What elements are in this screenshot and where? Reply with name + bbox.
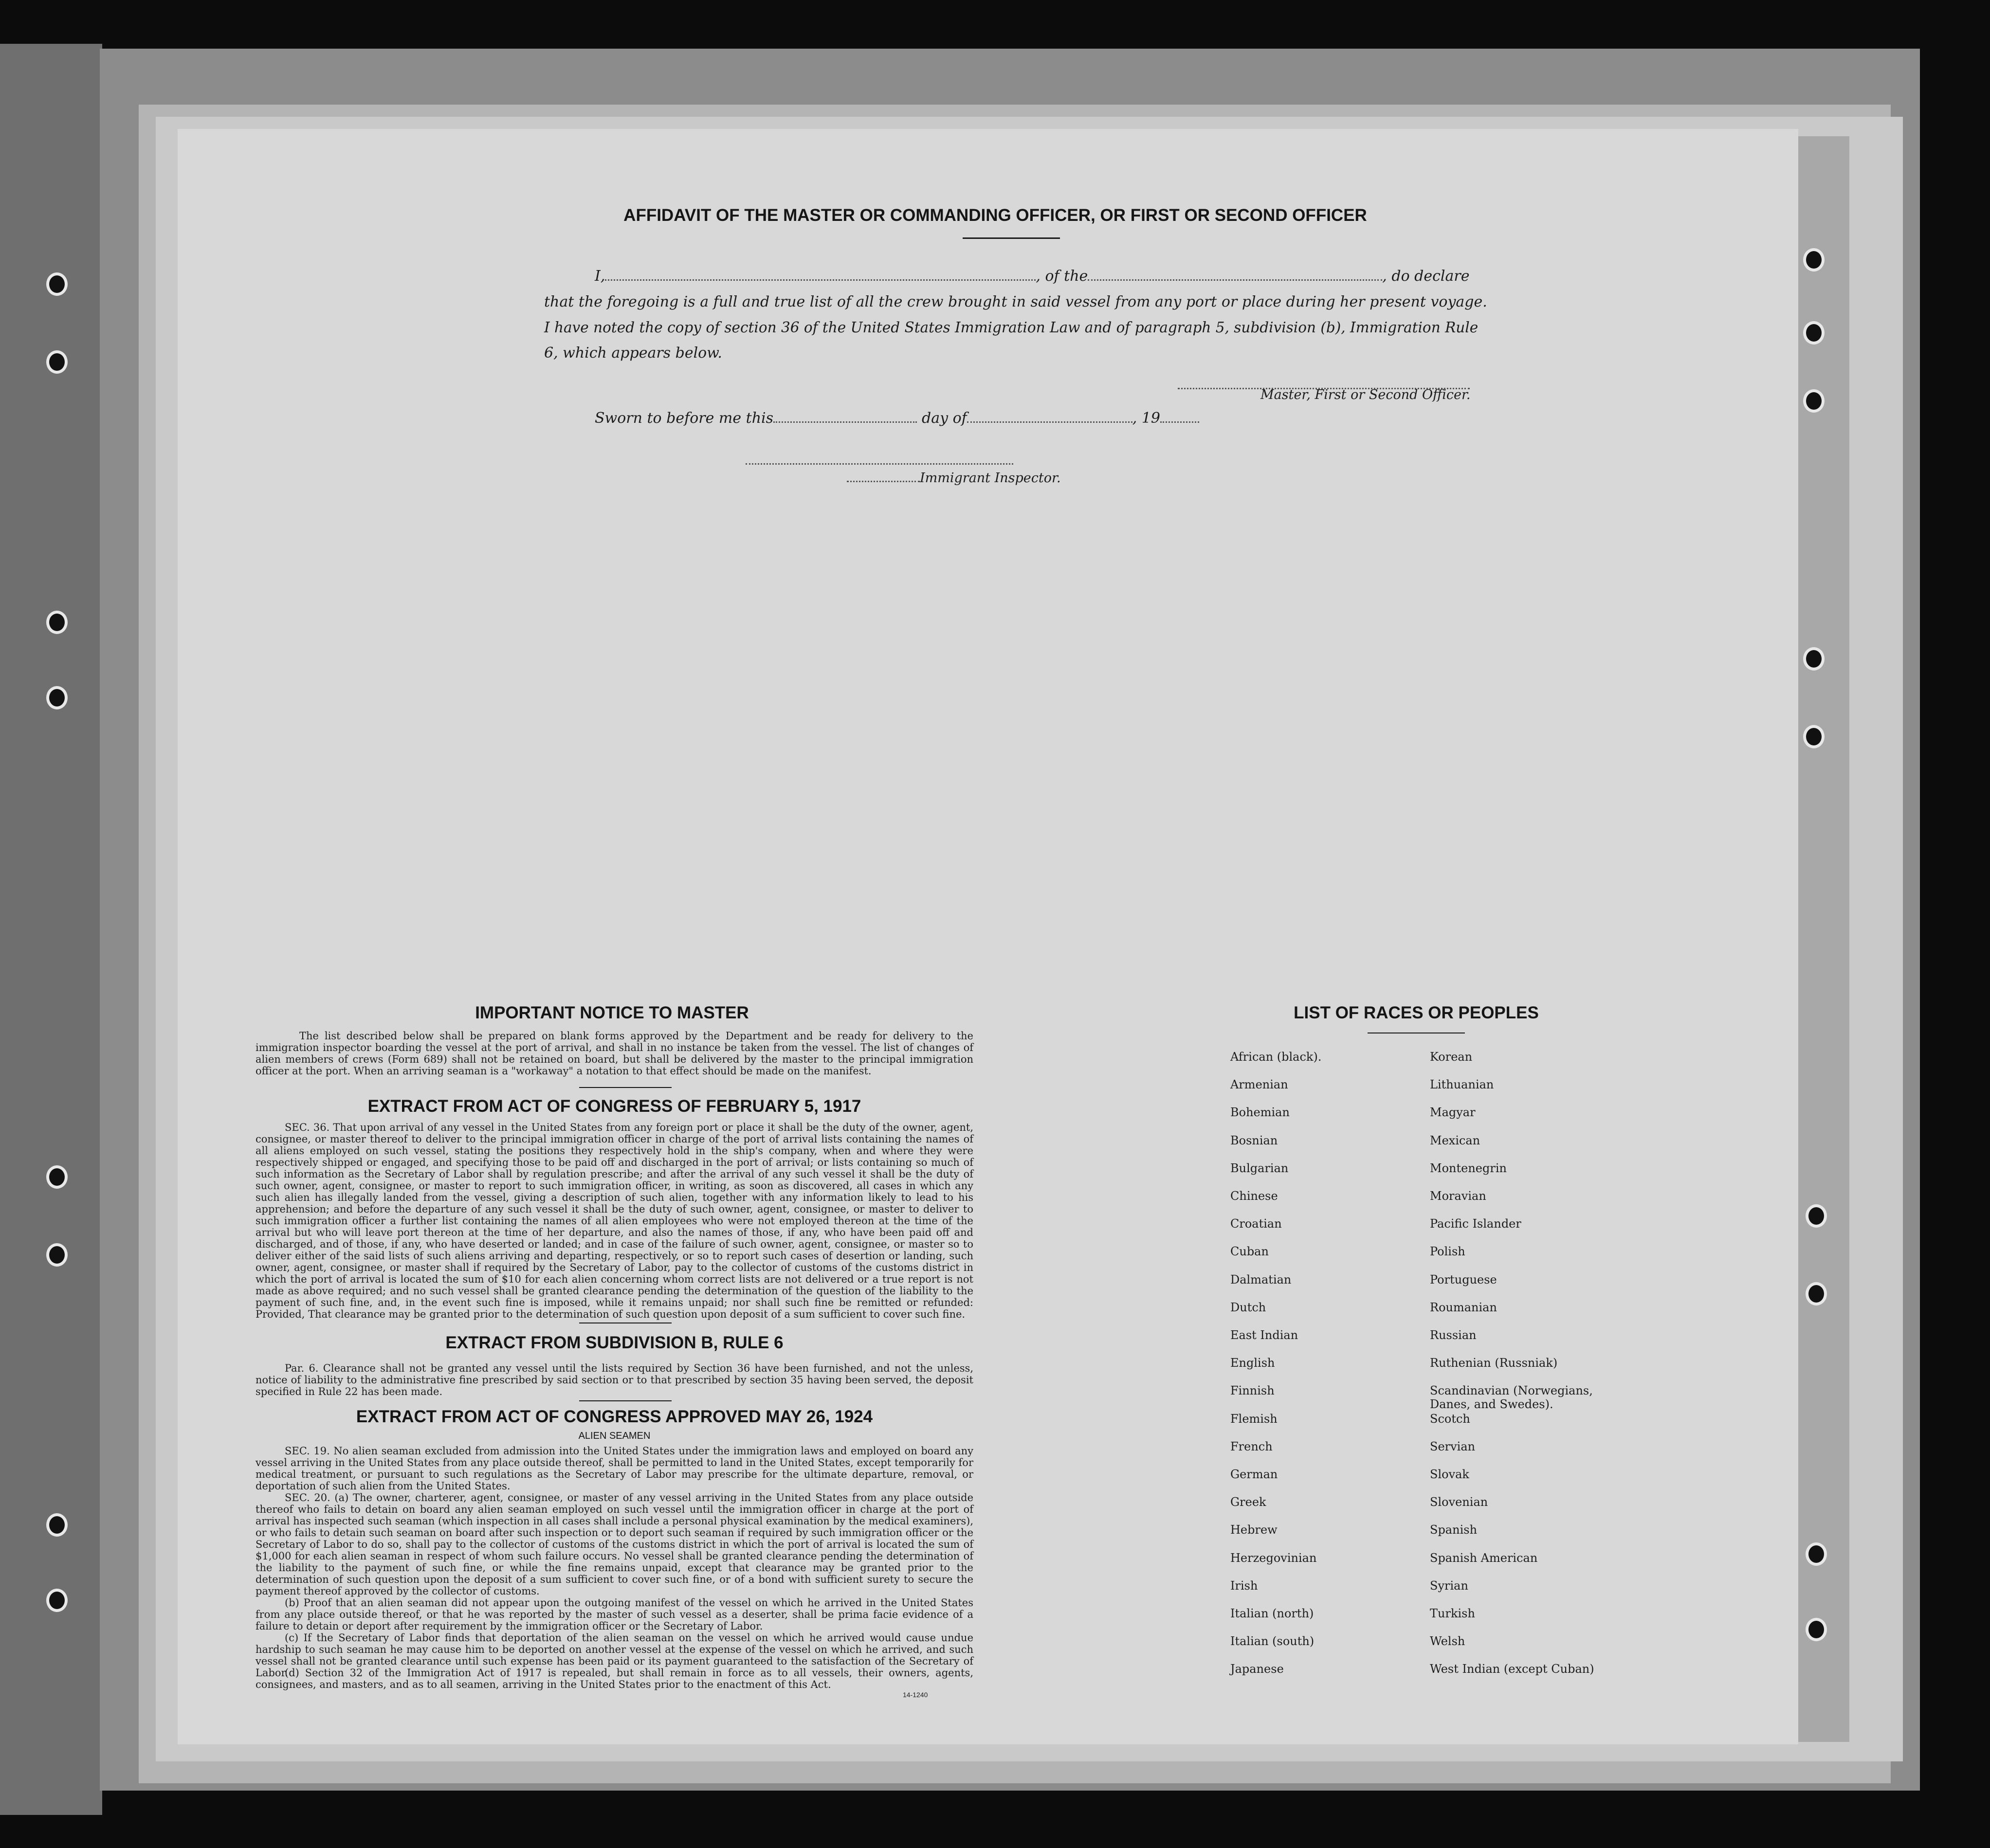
affidavit-line2: that the foregoing is a full and true list of all the crew brought in said vessel from any port or place during her present voyage. xyxy=(544,293,1487,310)
race-entry: Flemish xyxy=(1230,1412,1278,1426)
extract-1924-para: SEC. 20. (a) The owner, charterer, agent, consignee, or master of any vessel arriving in the United States from any place outside thereof who fails to detain on board any alien seaman employed on such vessel until the immigration officer in charge at the port of arrival has inspected such seaman (which inspection in all cases shall include a personal physical examination by the medical examiners), or who fails to detain such seaman on board after such inspection or to deport such seaman if required by such immigration officer or the Secretary of Labor to do so, shall pay to the collector of customs of the customs district in which the port of arrival is located the sum of $1,000 for each alien seaman in respect of whom such failure occurs. No vessel shall be granted clearance pending the determination of the liability to the payment of such fine, or while the fine remains unpaid, except that clearance may be granted prior to the determination of such question upon the deposit of a sum sufficient to cover such fine, or of a bond with sufficient surety to secure the payment thereof approved by the collector of customs. xyxy=(256,1492,973,1597)
race-entry: Irish xyxy=(1230,1578,1258,1593)
extract-1924-para: (b) Proof that an alien seaman did not appear upon the outgoing manifest of the vessel on which he arrived in the United States from any place outside thereof, or that he was reported by the master of such vessel as a deserter, shall be prima facie evidence of a failure to detain or deport after requirement by the immigration officer or the Secretary of Labor. xyxy=(256,1597,973,1632)
binder-strip xyxy=(0,44,102,1815)
binder-hole xyxy=(46,686,68,709)
race-entry: Magyar xyxy=(1430,1105,1476,1120)
race-entry: German xyxy=(1230,1468,1278,1481)
binder-hole xyxy=(1803,321,1825,344)
signature-caption: Master, First or Second Officer. xyxy=(1260,387,1471,402)
race-entry: Bohemian xyxy=(1230,1105,1290,1120)
binder-hole xyxy=(1803,389,1825,413)
inspector-dots xyxy=(847,470,920,482)
race-entry: Lithuanian xyxy=(1430,1078,1494,1092)
day-blank xyxy=(773,411,917,423)
race-entry: African (black). xyxy=(1230,1050,1322,1064)
race-entry: Roumanian xyxy=(1430,1300,1497,1314)
rule6-body: Par. 6. Clearance shall not be granted any vessel until the lists required by Section 36 have been furnished, and not the unless, notice of liability to the administrative fine prescribed by said section or to that prescribed by section 35 having been served, the deposit specified in Rule 22 has been made. xyxy=(256,1362,973,1397)
race-entry: Korean xyxy=(1430,1050,1473,1064)
extract-1917-body: SEC. 36. That upon arrival of any vessel in the United States from any foreign port or place it shall be the duty of the owner, agent, consignee, or master thereof to deliver to the principal immigration officer in charge of the port of arrival lists containing the names of all aliens employed on such vessel, stating the positions they respectively hold in the ship's company, when and where they were respectively shipped or engaged, and specifying those to be paid off and discharged in the port of arrival; or lists containing so much of such information as the Secretary of Labor shall by regulation prescribe; and after the arrival of any such vessel it shall be the duty of such owner, agent, consignee, or master to report to such immigration officer, in writing, as soon as discovered, all cases in which any such alien has illegally landed from the vessel, giving a description of such alien, together with any information likely to lead to his apprehension; and before the departure of any such vessel it shall be the duty of such owner, agent, consignee, or master to deliver to such immigration officer a further list containing the names of all alien employees who were not employed thereon at the time of the arrival but who will leave port thereon at the time of her departure, and also the names of those, if any, who have been paid off and discharged, and of those, if any, who have deserted or landed; and in case of the failure of such owner, agent, consignee, or master so to deliver either of the said lists of such aliens arriving and departing, respectively, or so to report such cases of desertion or landing, such owner, agent, consignee, or master shall if required by the Secretary of Labor, pay to the collector of customs of the customs district in which the port of arrival is located the sum of $10 for each alien concerning whom correct lists are not delivered or a true report is not made as above required; and no such vessel shall be granted clearance pending the determination of the question of the liability to the payment of such fine, and, in the event such fine is imposed, while it remains unpaid; nor shall such fine be remitted or refunded: Provided, That clearance may be granted prior to the determination of such question upon deposit of a sum sufficient to cover such fine. xyxy=(256,1122,973,1320)
extract-1924-para: (d) Section 32 of the Immigration Act of 1917 is repealed, but shall remain in force as to all vessels, their owners, agents, consignees, and masters, and as to all seamen, arriving in the United States prior to the enactment of this Act. xyxy=(256,1667,973,1690)
race-entry: Finnish xyxy=(1230,1384,1275,1398)
binder-hole xyxy=(46,1165,68,1189)
inspector-blank xyxy=(746,453,1013,465)
binder-hole xyxy=(46,350,68,374)
binder-hole xyxy=(46,1243,68,1267)
race-entry: Moravian xyxy=(1430,1189,1486,1203)
binder-hole xyxy=(1803,647,1825,670)
race-entry: Greek xyxy=(1230,1495,1266,1509)
race-entry: Welsh xyxy=(1430,1634,1465,1649)
race-entry: Bulgarian xyxy=(1230,1161,1289,1175)
vessel-blank xyxy=(1088,269,1382,281)
race-entry: Slovenian xyxy=(1430,1495,1488,1509)
inspector-label: Immigrant Inspector. xyxy=(920,471,1061,486)
binder-hole xyxy=(1806,1282,1827,1305)
rule6-title: EXTRACT FROM SUBDIVISION B, RULE 6 xyxy=(445,1333,784,1352)
race-entry: Scotch xyxy=(1430,1412,1470,1426)
binder-hole xyxy=(46,272,68,296)
binder-hole xyxy=(1806,1542,1827,1566)
notice-title: IMPORTANT NOTICE TO MASTER xyxy=(475,1003,749,1022)
extract-1924-title: EXTRACT FROM ACT OF CONGRESS APPROVED MAY 26, 1924 xyxy=(356,1407,873,1426)
title-rule xyxy=(963,237,1060,239)
year-label: , 19 xyxy=(1132,410,1161,427)
race-entry: English xyxy=(1230,1356,1275,1370)
year-blank xyxy=(1160,411,1199,423)
of-the-label: , of the xyxy=(1036,268,1088,285)
binder-hole xyxy=(1803,248,1825,272)
day-of-label: day of xyxy=(922,410,967,427)
race-entry: Servian xyxy=(1430,1439,1476,1453)
race-entry: Montenegrin xyxy=(1430,1161,1507,1175)
race-entry: Mexican xyxy=(1430,1133,1480,1147)
race-entry: Polish xyxy=(1430,1245,1465,1259)
race-entry: Slovak xyxy=(1430,1468,1469,1481)
affidavit-line4: 6, which appears below. xyxy=(544,344,722,362)
race-entry: Spanish American xyxy=(1430,1551,1538,1565)
races-title: LIST OF RACES OR PEOPLES xyxy=(1294,1003,1539,1022)
race-entry: Herzegovinian xyxy=(1230,1551,1317,1565)
race-entry: Syrian xyxy=(1430,1578,1468,1593)
race-entry: Ruthenian (Russniak) xyxy=(1430,1356,1558,1370)
do-declare-label: , do declare xyxy=(1382,268,1470,285)
section-rule xyxy=(579,1400,672,1401)
race-entry: Turkish xyxy=(1430,1607,1475,1620)
form-number: 14-1240 xyxy=(903,1691,928,1699)
binder-hole xyxy=(1803,725,1825,748)
name-blank xyxy=(605,269,1036,281)
binder-hole xyxy=(46,611,68,634)
extract-1924-para: (c) If the Secretary of Labor finds that deportation of the alien seaman on the vessel on which he arrived would cause undue hardship to such seaman he may cause him to be deported on another vessel at the expense of the vessel on which he arrived, and such vessel shall not be granted clearance until such expense has been paid or its payment guaranteed to the satisfaction of the Secretary of Labor. xyxy=(256,1632,973,1679)
extract-1924-para: SEC. 19. No alien seaman excluded from admission into the United States under the immigration laws and employed on board any vessel arriving in the United States from any place outside thereof, shall be permitted to land in the United States, except temporarily for medical treatment, or pursuant to such regulations as the Secretary of Labor may prescribe for the ultimate departure, removal, or deportation of such alien from the United States. xyxy=(256,1445,973,1492)
race-entry: Pacific Islander xyxy=(1430,1217,1521,1231)
race-entry: Cuban xyxy=(1230,1245,1269,1259)
race-entry: Bosnian xyxy=(1230,1133,1278,1147)
race-entry: Hebrew xyxy=(1230,1523,1278,1537)
alien-seamen-subtitle: ALIEN SEAMEN xyxy=(578,1431,651,1441)
affidavit-line3: I have noted the copy of section 36 of the United States Immigration Law and of paragraph 5, subdivision (b), Immigration Rule xyxy=(544,319,1479,336)
race-entry: Armenian xyxy=(1230,1078,1288,1092)
binder-hole xyxy=(46,1589,68,1612)
sworn-label: Sworn to before me this xyxy=(595,410,774,427)
race-entry: Italian (north) xyxy=(1230,1607,1314,1620)
month-blank xyxy=(967,411,1132,423)
race-entry: French xyxy=(1230,1439,1273,1453)
inspector-caption xyxy=(847,470,1061,486)
race-entry: Spanish xyxy=(1430,1523,1478,1537)
race-entry: Italian (south) xyxy=(1230,1634,1314,1649)
race-entry: Russian xyxy=(1430,1328,1477,1342)
race-entry: Scandinavian (Norwegians, Danes, and Swedes). xyxy=(1430,1384,1593,1412)
race-entry: Croatian xyxy=(1230,1217,1282,1231)
race-entry: West Indian (except Cuban) xyxy=(1430,1662,1594,1676)
right-edge-sheets xyxy=(1796,136,1849,1742)
sworn-line xyxy=(595,410,1199,427)
race-entry: Chinese xyxy=(1230,1189,1278,1203)
notice-body: The list described below shall be prepared on blank forms approved by the Department and be ready for delivery to the immigration inspector boarding the vessel at the port of arrival, and shall in no instance be taken from the vessel. The list of changes of alien members of crews (Form 689) shall not be retained on board, but shall be delivered by the master to the principal immigration officer at the port. When an arriving seaman is a "workaway" a notation to that effect should be made on the manifest. xyxy=(256,1030,973,1077)
race-entry: Japanese xyxy=(1230,1662,1284,1676)
binder-hole xyxy=(1806,1204,1827,1228)
section-rule xyxy=(579,1087,672,1088)
race-entry: Portuguese xyxy=(1430,1272,1497,1286)
extract-1917-title: EXTRACT FROM ACT OF CONGRESS OF FEBRUARY 5, 1917 xyxy=(367,1097,861,1116)
binder-hole xyxy=(46,1513,68,1537)
race-entry: Dutch xyxy=(1230,1300,1266,1314)
affidavit-line1 xyxy=(595,268,1480,285)
race-entry: East Indian xyxy=(1230,1328,1298,1342)
i-label: I, xyxy=(595,268,605,285)
affidavit-title: AFFIDAVIT OF THE MASTER OR COMMANDING OFFICER, OR FIRST OR SECOND OFFICER xyxy=(623,206,1367,225)
race-entry: Dalmatian xyxy=(1230,1272,1292,1286)
binder-hole xyxy=(1806,1618,1827,1641)
